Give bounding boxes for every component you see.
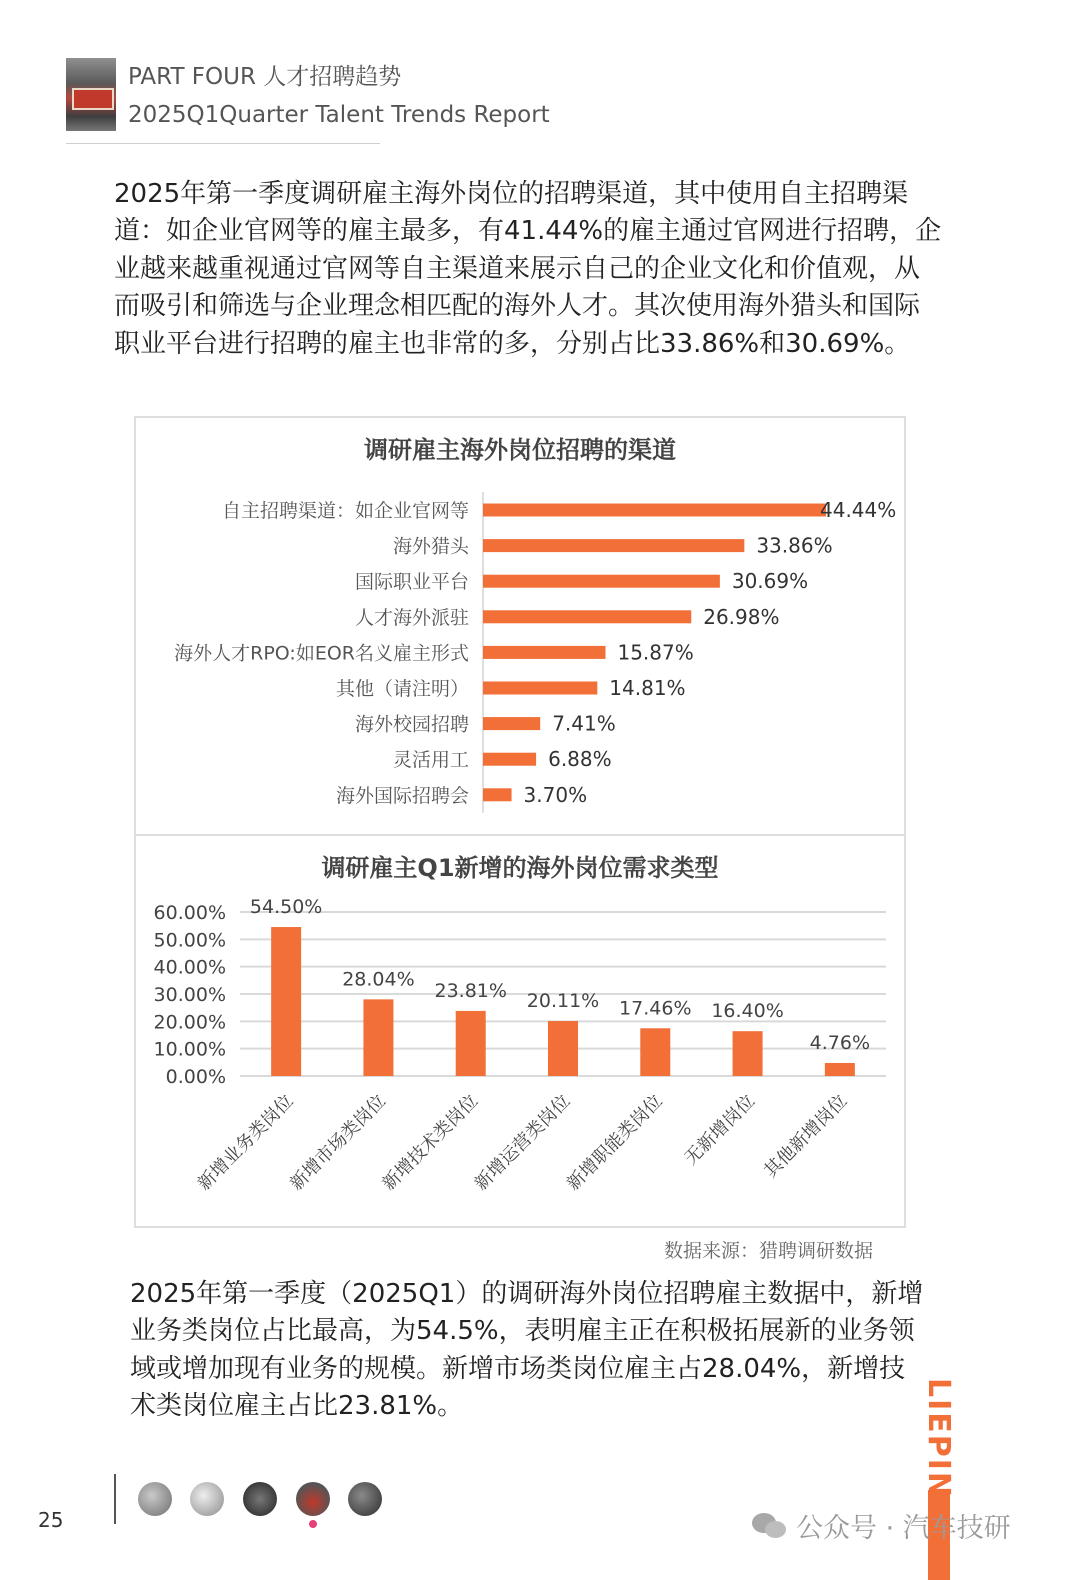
chart2-ytick-4: 20.00% [153, 1011, 226, 1034]
chart2-value-label-3: 20.11% [526, 990, 600, 1013]
summary-paragraph: 2025年第一季度（2025Q1）的调研海外岗位招聘雇主数据中，新增业务类岗位占比最高，为54.5%，表明雇主正在积极拓展新的业务领域或增加现有业务的规模。新增市场类岗位雇主占28.04%，新增技术类岗位雇主占比23.81%。 [130, 1279, 924, 1422]
chart2-bar-6 [825, 1063, 855, 1076]
chart1-value-label-0: 44.44% [820, 498, 897, 522]
brand-logo: LIEPIN [921, 1378, 956, 1500]
chart2-bar-0 [271, 927, 301, 1076]
chart2-category-label-4: 新增职能类岗位 [562, 1090, 667, 1195]
chart1-title: 调研雇主海外岗位招聘的渠道 [364, 436, 676, 464]
chart2-ytick-3: 30.00% [153, 984, 226, 1006]
chart2-bar-3 [548, 1021, 578, 1076]
chart1-value-label-1: 33.86% [756, 533, 833, 558]
source-note: 数据来源：猎聘调研数据 [664, 1240, 874, 1262]
chart1-category-label-8: 海外国际招聘会 [335, 784, 469, 807]
chart1-category-label-0: 自主招聘渠道：如企业官网等 [221, 500, 469, 522]
chart1-bar-8 [483, 788, 512, 801]
chart2-title: 调研雇主Q1新增的海外岗位需求类型 [321, 854, 719, 882]
chart2-category-label-5: 无新增岗位 [680, 1090, 760, 1170]
chart1-value-label-7: 6.88% [548, 747, 612, 772]
chart2-value-label-2: 23.81% [434, 979, 507, 1002]
chart1-bar-3 [483, 610, 691, 623]
chart2-value-label-6: 4.76% [809, 1031, 871, 1054]
section-thumbnail-5[interactable] [348, 1482, 382, 1516]
page-number: 25 [38, 1508, 64, 1532]
chart1-value-label-8: 3.70% [523, 782, 588, 807]
chart2-category-label-0: 新增业务类岗位 [193, 1090, 298, 1195]
section-thumbnail-1[interactable] [138, 1482, 172, 1516]
chart2-value-label-1: 28.04% [342, 968, 415, 991]
chart1-category-label-7: 灵活用工 [392, 749, 469, 772]
chart1-category-label-4: 海外人才RPO:如EOR名义雇主形式 [174, 642, 469, 665]
section-thumbnail-4[interactable] [296, 1482, 330, 1516]
chart1-category-label-2: 国际职业平台 [354, 571, 469, 594]
watermark-text: 公众号 · 汽车技研 [796, 1513, 1011, 1544]
chart1-bar-5 [483, 682, 597, 695]
chart2-ytick-2: 40.00% [153, 956, 226, 979]
chart2-bar-1 [363, 999, 393, 1076]
chart1-category-label-6: 海外校园招聘 [354, 713, 469, 736]
chart2-value-label-0: 54.50% [249, 896, 323, 919]
chart2-ytick-5: 10.00% [153, 1038, 226, 1061]
chart2-bar-4 [640, 1028, 670, 1076]
header-divider [66, 143, 380, 144]
chart1-bar-0 [483, 504, 826, 517]
chart1-bar-7 [483, 753, 536, 766]
chart2-ytick-6: 0.00% [165, 1066, 226, 1088]
chart1-value-label-5: 14.81% [609, 676, 686, 700]
chart1-value-label-6: 7.41% [552, 711, 616, 736]
intro-paragraph: 2025年第一季度调研雇主海外岗位的招聘渠道，其中使用自主招聘渠道：如企业官网等的雇主最多，有41.44%的雇主通过官网进行招聘，企业越来越重视通过官网等自主渠道来展示自己的企业文化和价值观，从而吸引和筛选与企业理念相匹配的海外人才。其次使用海外猎头和国际职业平台进行招聘的雇主也非常的多，分别占比33.86%和30.69%。 [114, 179, 942, 359]
header-thumbnail-image [66, 58, 116, 131]
chart1-bar-1 [483, 539, 744, 552]
chart1-value-label-2: 30.69% [731, 569, 809, 594]
chart1-category-label-3: 人才海外派驻 [354, 606, 469, 629]
chart1-bar-4 [483, 646, 605, 659]
chart1-bar-2 [483, 575, 720, 588]
chart2-category-label-2: 新增技术类岗位 [378, 1090, 483, 1195]
report-title: 2025Q1Quarter Talent Trends Report [128, 102, 550, 128]
active-section-dot [309, 1520, 317, 1528]
section-thumbnail-2[interactable] [190, 1482, 224, 1516]
footer-divider [114, 1474, 116, 1524]
section-title: PART FOUR 人才招聘趋势 [128, 64, 402, 90]
chart1-category-label-1: 海外猎头 [392, 535, 469, 558]
chart1-category-label-5: 其他（请注明） [335, 678, 469, 700]
chart2-bar-5 [733, 1031, 763, 1076]
chart2-ytick-0: 60.00% [153, 902, 226, 924]
chart1-value-label-3: 26.98% [703, 604, 780, 629]
chart2-value-label-4: 17.46% [619, 997, 692, 1020]
chart2-category-label-6: 其他新增岗位 [760, 1090, 852, 1182]
wechat-icon [752, 1511, 788, 1541]
section-thumbnail-3[interactable] [243, 1482, 277, 1516]
chart2-category-label-3: 新增运营类岗位 [470, 1090, 575, 1195]
chart2-bar-2 [456, 1011, 486, 1076]
chart2-ytick-1: 50.00% [153, 929, 226, 952]
charts-svg [134, 416, 906, 1228]
chart1-value-label-4: 15.87% [617, 640, 694, 665]
chart2-value-label-5: 16.40% [711, 1000, 784, 1023]
chart1-bar-6 [483, 717, 540, 730]
chart2-category-label-1: 新增市场类岗位 [286, 1090, 390, 1195]
watermark [752, 1506, 1011, 1545]
